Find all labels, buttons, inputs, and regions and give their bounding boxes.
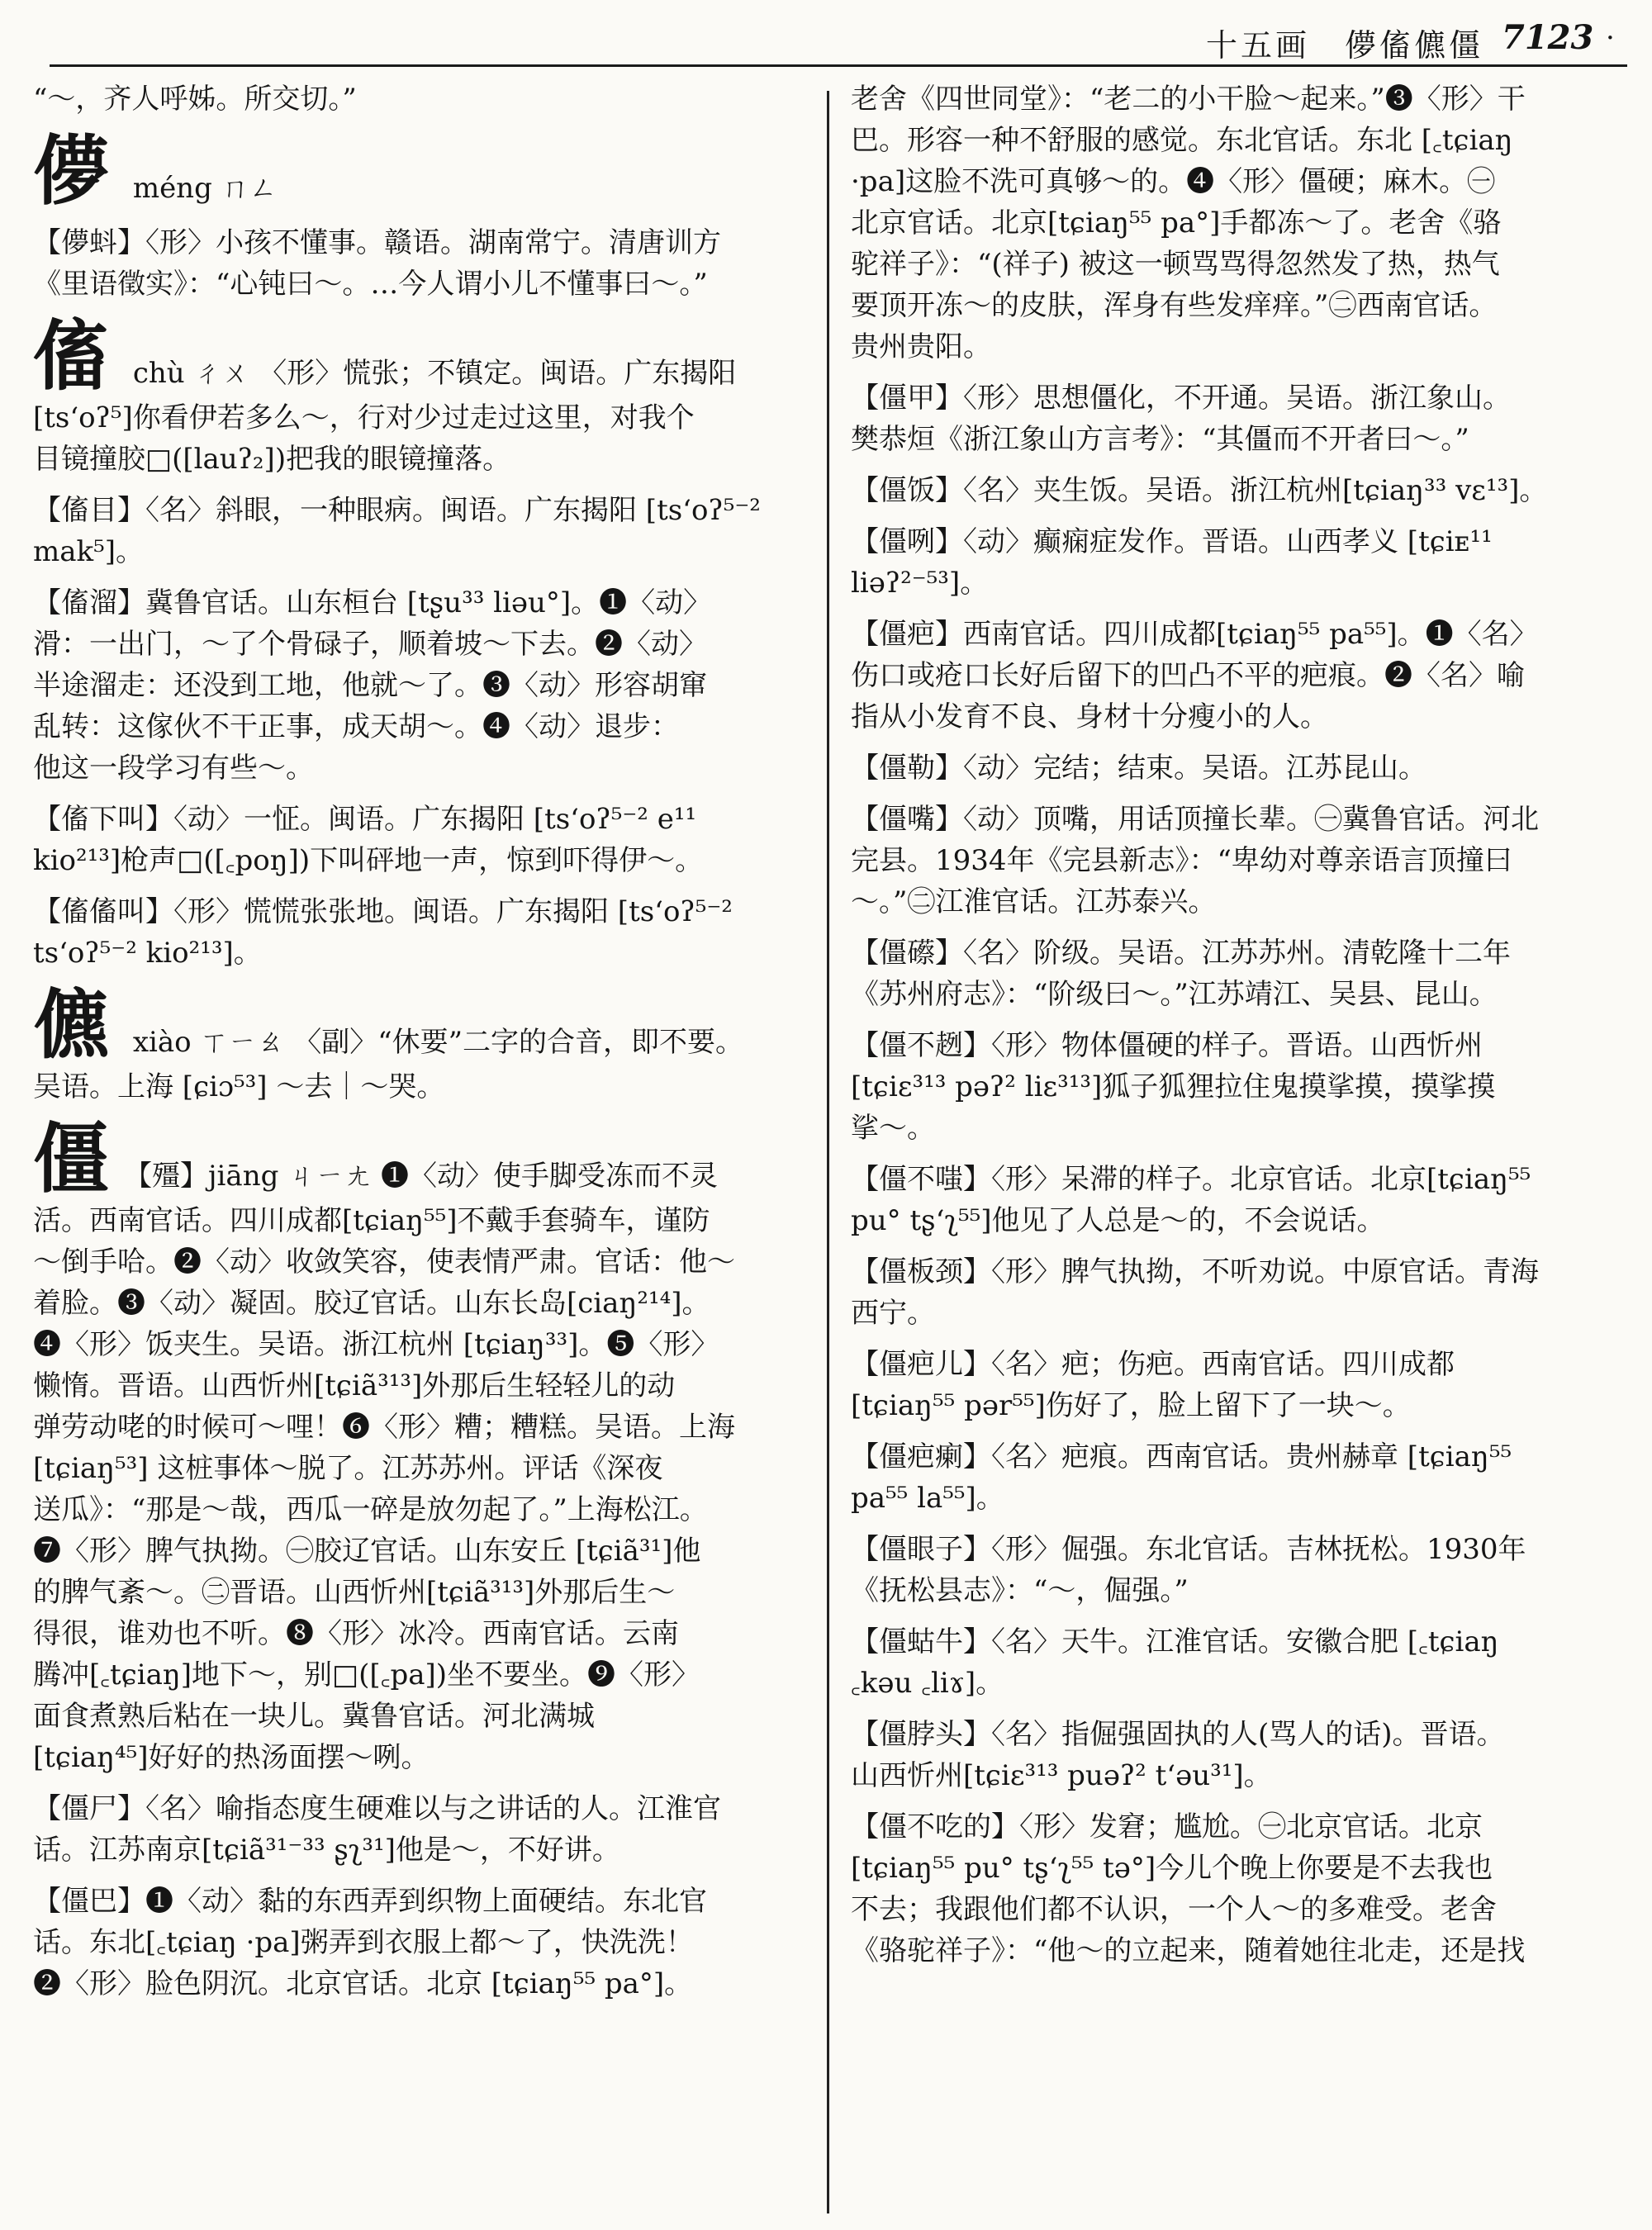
text-line	[851, 974, 1627, 1015]
text-line	[851, 1848, 1627, 1889]
line-text: chù ㄔㄨ 〈形〉慌张；不镇定。闽语。广东揭阳	[124, 357, 737, 390]
column-divider	[827, 91, 829, 2213]
text-line	[33, 531, 805, 572]
line-text: 【僵不吃的】〈形〉发窘；尴尬。㊀北京官话。北京	[851, 1810, 1483, 1843]
text-line	[33, 706, 805, 747]
text-line	[851, 285, 1627, 326]
line-text: ❼〈形〉脾气执拗。㊀胶辽官话。山东安丘 [tɕiã³¹]他	[33, 1535, 701, 1568]
text-line	[33, 1283, 805, 1324]
text-line	[851, 1293, 1627, 1334]
text-line	[851, 1529, 1627, 1570]
line-text: liəʔ²⁻⁵³]。	[851, 567, 989, 600]
text-line	[33, 840, 805, 881]
line-text: 伤口或疮口长好后留下的凹凸不平的疤痕。❷〈名〉喻	[851, 659, 1525, 692]
line-text: 要顶开冻～的皮肤，浑身有些发痒痒。”㊁西南官话。	[851, 289, 1498, 322]
text-line	[33, 1963, 805, 2005]
line-text: [tɕiaŋ⁴⁵]好好的热汤面摆～咧。	[33, 1741, 430, 1774]
headword-character: 儚	[33, 126, 110, 216]
text-line	[33, 1365, 805, 1407]
text-line	[851, 932, 1627, 974]
text-line	[851, 120, 1627, 161]
text-line	[851, 1621, 1627, 1663]
line-text: 半途溜走：还没到工地，他就～了。❸〈动〉形容胡窜	[33, 669, 707, 702]
text-line	[851, 655, 1627, 696]
line-text: 【殭】jiāng ㄐㄧㄤ ❶〈动〉使手脚受冻而不灵	[124, 1160, 718, 1193]
line-text: [tɕiɛ³¹³ pəʔ² liɛ³¹³]狐子狐狸拉住鬼摸挲摸，摸挲摸	[851, 1070, 1496, 1103]
line-text: 【僵饭】〈名〉夹生饭。吴语。浙江杭州[tɕiaŋ³³ vɛ¹³]。	[851, 474, 1548, 507]
line-text: 【僵蛄牛】〈名〉天牛。江淮官话。安徽合肥 [꜀tɕiaŋ	[851, 1625, 1499, 1658]
line-text: ❹〈形〉饭夹生。吴语。浙江杭州 [tɕiaŋ³³]。❺〈形〉	[33, 1328, 719, 1361]
line-text: ꜀kəu ꜀liɤ]。	[851, 1667, 1004, 1700]
text-line	[851, 1159, 1627, 1200]
page-header	[0, 0, 1652, 66]
text-line	[33, 1066, 805, 1108]
text-line	[851, 470, 1627, 511]
text-line	[851, 377, 1627, 419]
text-line	[33, 1407, 805, 1448]
line-text: tsʻoʔ⁵⁻² kio²¹³]。	[33, 937, 262, 970]
text-line	[33, 1200, 805, 1241]
text-line	[33, 490, 805, 531]
text-line	[851, 1714, 1627, 1755]
line-text: 北京官话。北京[tɕiaŋ⁵⁵ pa°]手都冻～了。老舍《骆	[851, 206, 1502, 240]
text-line	[851, 78, 1627, 120]
line-text: 【僵疤儿】〈名〉疤；伤疤。西南官话。四川成都	[851, 1348, 1455, 1381]
line-text: 指从小发育不良、身材十分瘦小的人。	[851, 700, 1328, 733]
line-text: 樊恭烜《浙江象山方言考》：“其僵而不开者曰～。”	[851, 423, 1469, 456]
line-text: 《苏州府志》：“阶级曰～。”江苏靖江、吴县、昆山。	[851, 978, 1498, 1011]
line-text: 【傗下叫】〈动〉一怔。闽语。广东揭阳 [tsʻoʔ⁵⁻² e¹¹	[33, 803, 697, 836]
headword-entry	[33, 126, 805, 216]
line-text: 《抚松县志》：“～，倔强。”	[851, 1574, 1189, 1607]
line-text: “～，齐人呼姊。所交切。”	[33, 83, 357, 116]
text-line	[33, 747, 805, 789]
headword-entry	[33, 311, 805, 401]
line-text: pa⁵⁵ la⁵⁵]。	[851, 1482, 1004, 1515]
line-text: 【僵嘴】〈动〉顶嘴，用话顶撞长辈。㊀冀鲁官话。河北	[851, 803, 1539, 836]
text-line	[851, 1889, 1627, 1930]
line-text: 【儚蚪】〈形〉小孩不懂事。赣语。湖南常宁。清唐训方	[33, 226, 721, 259]
text-line	[851, 521, 1627, 562]
text-line	[33, 1737, 805, 1778]
line-text: 【僵疤】西南官话。四川成都[tɕiaŋ⁵⁵ pa⁵⁵]。❶〈名〉	[851, 618, 1538, 651]
text-line	[33, 78, 805, 120]
corner-mark: ·	[1606, 21, 1615, 55]
line-text: 【僵疤瘌】〈名〉疤痕。西南官话。贵州赫章 [tɕiaŋ⁵⁵	[851, 1440, 1512, 1473]
line-text: 【僵不嗤】〈形〉呆滞的样子。北京官话。北京[tɕiaŋ⁵⁵	[851, 1163, 1531, 1196]
text-line	[851, 1251, 1627, 1293]
line-text: ❷〈形〉脸色阴沉。北京官话。北京 [tɕiaŋ⁵⁵ pa°]。	[33, 1967, 693, 2000]
line-text: 滑：一出门，～了个骨碌子，顺着坡～下去。❷〈动〉	[33, 628, 707, 661]
line-text: pu° tʂʻʅ⁵⁵]他见了人总是～的，不会说话。	[851, 1204, 1385, 1237]
text-line	[33, 263, 805, 305]
headword-character: 僵	[33, 1114, 110, 1203]
line-text: 【僵巴】❶〈动〉黏的东西弄到织物上面硬结。东北官	[33, 1885, 707, 1918]
line-text: 【僵尸】〈名〉喻指态度生硬难以与之讲话的人。江淮官	[33, 1792, 721, 1825]
line-text: ·pa]这脸不洗可真够～的。❹〈形〉僵硬；麻木。㊀	[851, 165, 1496, 198]
line-text: 【傗溜】冀鲁官话。山东桓台 [tʂu³³ liəu°]。❶〈动〉	[33, 586, 712, 619]
line-text: 【傗目】〈名〉斜眼，一种眼病。闽语。广东揭阳 [tsʻoʔ⁵⁻²	[33, 494, 761, 527]
text-line	[33, 1829, 805, 1871]
line-text: 完县。1934年《完县新志》：“卑幼对尊亲语言顶撞曰	[851, 844, 1512, 877]
text-line	[851, 161, 1627, 202]
page-number: 7123	[1502, 18, 1594, 57]
line-text: kio²¹³]枪声□([꜀poŋ])下叫砰地一声，惊到吓得伊～。	[33, 844, 704, 877]
line-text: 《里语徵实》：“心钝曰～。…今人谓小儿不懂事曰～。”	[33, 268, 708, 301]
right-column	[851, 78, 1627, 2205]
text-line	[33, 439, 805, 480]
text-line	[33, 1572, 805, 1613]
line-text: 活。西南官话。四川成都[tɕiaŋ⁵⁵]不戴手套骑车，谨防	[33, 1204, 710, 1237]
text-line	[33, 222, 805, 263]
line-text: 驼祥子》：“(祥子) 被这一顿骂骂得忽然发了热，热气	[851, 248, 1500, 281]
line-text: [tɕiaŋ⁵³] 这桩事体～脱了。江苏苏州。评话《深夜	[33, 1452, 663, 1485]
text-line	[851, 202, 1627, 244]
text-line	[33, 1489, 805, 1530]
line-text: 【僵勒】〈动〉完结；结束。吴语。江苏昆山。	[851, 752, 1427, 785]
text-line	[851, 799, 1627, 840]
header-rule	[50, 64, 1627, 67]
text-line	[33, 1881, 805, 1922]
line-text: [tɕiaŋ⁵⁵ pər⁵⁵]伤好了，脸上留下了一块～。	[851, 1389, 1411, 1422]
text-line	[851, 1200, 1627, 1241]
text-line	[851, 1806, 1627, 1848]
text-line	[33, 891, 805, 932]
line-text: 山西忻州[tɕiɛ³¹³ puəʔ² tʻəu³¹]。	[851, 1759, 1272, 1792]
line-text: 话。东北[꜀tɕiaŋ ·pa]粥弄到衣服上都～了，快洗洗！	[33, 1926, 694, 1959]
line-text: 腾冲[꜀tɕiaŋ]地下～，别□([꜀pa])坐不要坐。❾〈形〉	[33, 1658, 700, 1691]
line-text: 【僵脖头】〈名〉指倔强固执的人(骂人的话)。晋语。	[851, 1718, 1505, 1751]
line-text: 不去；我跟他们都不认识，一个人～的多难受。老舍	[851, 1893, 1497, 1926]
text-line	[851, 1344, 1627, 1385]
line-text: 【僵不趔】〈形〉物体僵硬的样子。晋语。山西忻州	[851, 1029, 1483, 1062]
line-text: 贵州贵阳。	[851, 330, 991, 363]
text-line	[851, 326, 1627, 368]
text-line	[851, 614, 1627, 655]
text-line	[851, 1025, 1627, 1066]
line-text: [tsʻoʔ⁵]你看伊若多么～，行对少过走过这里，对我个	[33, 401, 695, 434]
line-text: 话。江苏南京[tɕiã³¹⁻³³ ʂʅ³¹]他是～，不好讲。	[33, 1834, 620, 1867]
text-line	[33, 665, 805, 706]
text-line	[851, 1755, 1627, 1796]
line-text: ～。”㊁江淮官话。江苏泰兴。	[851, 885, 1217, 918]
line-text: 的脾气紊～。㊁晋语。山西忻州[tɕiã³¹³]外那后生～	[33, 1576, 676, 1609]
text-line	[33, 799, 805, 840]
headword-entry	[33, 980, 805, 1070]
headword-character: 儦	[33, 980, 110, 1070]
text-line	[33, 1654, 805, 1696]
line-text: 【僵板颈】〈形〉脾气执拗，不听劝说。中原官话。青海	[851, 1255, 1539, 1288]
text-line	[33, 1788, 805, 1829]
line-text: 【僵眼子】〈形〉倔强。东北官话。吉林抚松。1930年	[851, 1533, 1526, 1566]
text-line	[851, 881, 1627, 923]
text-line	[33, 1530, 805, 1572]
line-text: 吴语。上海 [ɕiɔ⁵³] ～去｜～哭。	[33, 1070, 445, 1103]
text-line	[851, 1478, 1627, 1519]
line-text: méng ㄇㄥ	[124, 172, 278, 205]
line-text: 【僵咧】〈动〉癫痫症发作。晋语。山西孝义 [tɕiᴇ¹¹	[851, 525, 1493, 558]
line-text: 【僵礤】〈名〉阶级。吴语。江苏苏州。清乾隆十二年	[851, 937, 1511, 970]
text-line	[33, 1448, 805, 1489]
text-line	[33, 1324, 805, 1365]
line-text: 西宁。	[851, 1297, 935, 1330]
line-text: 懒惰。晋语。山西忻州[tɕiã³¹³]外那后生轻轻儿的动	[33, 1369, 676, 1402]
line-text: 他这一段学习有些～。	[33, 752, 314, 785]
text-line	[851, 419, 1627, 460]
text-line	[851, 1663, 1627, 1704]
text-line	[33, 1613, 805, 1654]
text-line	[33, 932, 805, 974]
line-text: 【傗傗叫】〈形〉慌慌张张地。闽语。广东揭阳 [tsʻoʔ⁵⁻²	[33, 895, 733, 928]
text-line	[33, 1696, 805, 1737]
line-text: 送瓜》：“那是～哉，西瓜一碎是放勿起了。”上海松江。	[33, 1493, 708, 1526]
line-text: 巴。形容一种不舒服的感觉。东北官话。东北 [꜀tɕiaŋ	[851, 124, 1513, 157]
text-line	[851, 1930, 1627, 1971]
text-line	[33, 582, 805, 624]
text-line	[33, 1241, 805, 1283]
line-text: 得很，谁劝也不听。❽〈形〉冰冷。西南官话。云南	[33, 1617, 679, 1650]
line-text: 乱转：这傢伙不干正事，成天胡～。❹〈动〉退步：	[33, 710, 679, 743]
text-line	[851, 696, 1627, 738]
text-line	[33, 624, 805, 665]
text-line	[851, 1108, 1627, 1149]
text-line	[851, 562, 1627, 604]
text-line	[851, 747, 1627, 789]
left-column	[33, 78, 805, 2205]
line-text: 挲～。	[851, 1112, 935, 1145]
headword-character: 傗	[33, 311, 110, 401]
headword-entry	[33, 1114, 805, 1203]
line-text: 面食煮熟后粘在一块儿。冀鲁官话。河北满城	[33, 1700, 595, 1733]
line-text: mak⁵]。	[33, 535, 145, 568]
line-text: 目镜撞胶□([lauʔ₂])把我的眼镜撞落。	[33, 443, 511, 476]
line-text: [tɕiaŋ⁵⁵ pu° tʂʻʅ⁵⁵ tə°]今儿个晚上你要是不去我也	[851, 1852, 1493, 1885]
text-line	[851, 1066, 1627, 1108]
line-text: 弹劳动咾的时候可～哩！❻〈形〉糟；糟糕。吴语。上海	[33, 1411, 735, 1444]
text-line	[851, 1570, 1627, 1611]
text-line	[851, 244, 1627, 285]
running-title: 十五画 儚傗儦僵	[1206, 27, 1484, 64]
line-text: 《骆驼祥子》：“他～的立起来，随着她往北走，还是找	[851, 1934, 1526, 1967]
line-text: ～倒手哈。❷〈动〉收敛笑容，使表情严肃。官话：他～	[33, 1245, 735, 1279]
text-line	[851, 840, 1627, 881]
line-text: 老舍《四世同堂》：“老二的小干脸～起来。”❸〈形〉干	[851, 83, 1526, 116]
line-text: xiào ㄒㄧㄠ 〈副〉“休要”二字的合音，即不要。	[124, 1026, 743, 1059]
text-line	[33, 1922, 805, 1963]
line-text: 【僵甲】〈形〉思想僵化，不开通。吴语。浙江象山。	[851, 382, 1511, 415]
text-line	[33, 397, 805, 439]
text-line	[851, 1436, 1627, 1478]
text-line	[851, 1385, 1627, 1426]
line-text: 着脸。❸〈动〉凝固。胶辽官话。山东长岛[ciaŋ²¹⁴]。	[33, 1287, 710, 1320]
